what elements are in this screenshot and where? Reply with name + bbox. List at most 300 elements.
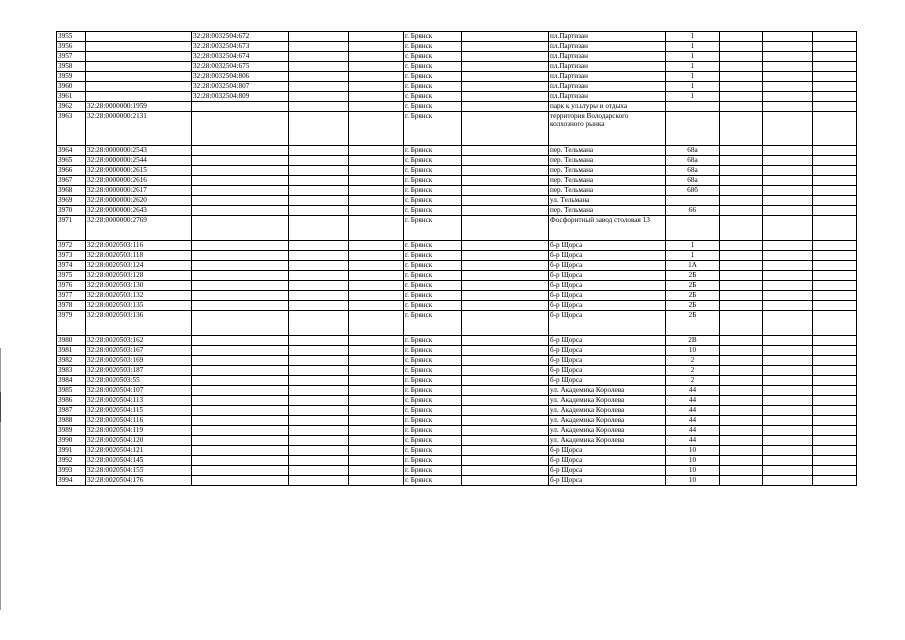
empty-cell — [462, 32, 549, 42]
empty-cell — [462, 206, 549, 216]
city-cell: г. Брянск — [404, 82, 462, 92]
empty-cell — [720, 386, 763, 396]
table-row — [57, 291, 857, 301]
cadastral-number-cell: 32:28:0020503:167 — [86, 346, 192, 356]
empty-cell — [462, 281, 549, 291]
street-cell: территория Володарского колхозного рынка — [549, 112, 666, 146]
city-cell: г. Брянск — [404, 186, 462, 196]
empty-cell — [349, 82, 404, 92]
empty-cell — [349, 52, 404, 62]
cadastral-number-alt-cell — [192, 156, 289, 166]
empty-cell — [763, 376, 813, 386]
cadastral-number-alt-cell — [192, 476, 289, 486]
empty-cell — [349, 291, 404, 301]
house-number-cell: 44 — [666, 396, 720, 406]
street-cell: б-р Щорса — [549, 241, 666, 251]
empty-cell — [763, 251, 813, 261]
city-cell: г. Брянск — [404, 166, 462, 176]
empty-cell — [813, 271, 857, 281]
street-cell: б-р Щорса — [549, 291, 666, 301]
empty-cell — [720, 251, 763, 261]
empty-cell — [462, 92, 549, 102]
cadastral-number-alt-cell — [192, 271, 289, 281]
cadastral-number-cell: 32:28:0020503:132 — [86, 291, 192, 301]
empty-cell — [813, 281, 857, 291]
empty-cell — [462, 196, 549, 206]
house-number-cell: 1 — [666, 52, 720, 62]
empty-cell — [763, 196, 813, 206]
empty-cell — [813, 146, 857, 156]
row-number: 3955 — [57, 32, 86, 42]
empty-cell — [763, 62, 813, 72]
row-number: 3991 — [57, 446, 86, 456]
street-cell: пер. Тельмана — [549, 156, 666, 166]
empty-cell — [289, 476, 349, 486]
empty-cell — [813, 112, 857, 146]
city-cell: г. Брянск — [404, 62, 462, 72]
cadastral-number-cell — [86, 32, 192, 42]
empty-cell — [763, 241, 813, 251]
empty-cell — [289, 261, 349, 271]
table-row — [57, 112, 857, 146]
empty-cell — [763, 206, 813, 216]
empty-cell — [763, 216, 813, 241]
empty-cell — [289, 301, 349, 311]
house-number-cell: 10 — [666, 476, 720, 486]
cadastral-number-cell — [86, 62, 192, 72]
empty-cell — [813, 82, 857, 92]
house-number-cell — [666, 112, 720, 146]
empty-cell — [462, 42, 549, 52]
street-cell: ул. Академика Королева — [549, 436, 666, 446]
empty-cell — [720, 396, 763, 406]
city-cell: г. Брянск — [404, 346, 462, 356]
city-cell: г. Брянск — [404, 386, 462, 396]
street-cell: ул. Академика Королева — [549, 426, 666, 436]
empty-cell — [349, 466, 404, 476]
cadastral-number-alt-cell: 32:28:0032504:673 — [192, 42, 289, 52]
empty-cell — [813, 301, 857, 311]
empty-cell — [349, 281, 404, 291]
empty-cell — [813, 416, 857, 426]
table-row — [57, 146, 857, 156]
empty-cell — [763, 466, 813, 476]
city-cell: г. Брянск — [404, 281, 462, 291]
cadastral-number-alt-cell — [192, 376, 289, 386]
city-cell: г. Брянск — [404, 241, 462, 251]
empty-cell — [813, 216, 857, 241]
empty-cell — [289, 146, 349, 156]
empty-cell — [349, 261, 404, 271]
empty-cell — [720, 476, 763, 486]
empty-cell — [349, 406, 404, 416]
empty-cell — [763, 261, 813, 271]
cadastral-number-alt-cell — [192, 176, 289, 186]
street-cell: пл.Партизан — [549, 32, 666, 42]
empty-cell — [763, 166, 813, 176]
cadastral-number-alt-cell — [192, 102, 289, 112]
empty-cell — [462, 476, 549, 486]
cadastral-number-cell: 32:28:0020503:118 — [86, 251, 192, 261]
empty-cell — [349, 311, 404, 336]
empty-cell — [763, 366, 813, 376]
street-cell: ул. Тельмана — [549, 196, 666, 206]
house-number-cell: 44 — [666, 416, 720, 426]
empty-cell — [349, 206, 404, 216]
empty-cell — [813, 102, 857, 112]
cadastral-number-cell: 32:28:0020504:116 — [86, 416, 192, 426]
empty-cell — [462, 261, 549, 271]
empty-cell — [349, 346, 404, 356]
empty-cell — [462, 166, 549, 176]
house-number-cell: 1 — [666, 92, 720, 102]
empty-cell — [763, 112, 813, 146]
empty-cell — [763, 416, 813, 426]
city-cell: г. Брянск — [404, 406, 462, 416]
empty-cell — [349, 376, 404, 386]
row-number: 3992 — [57, 456, 86, 466]
street-cell: б-р Щорса — [549, 446, 666, 456]
empty-cell — [462, 311, 549, 336]
cadastral-number-alt-cell — [192, 406, 289, 416]
empty-cell — [720, 102, 763, 112]
table-row — [57, 466, 857, 476]
empty-cell — [763, 386, 813, 396]
empty-cell — [289, 92, 349, 102]
empty-cell — [289, 376, 349, 386]
row-number: 3994 — [57, 476, 86, 486]
cadastral-number-alt-cell — [192, 426, 289, 436]
empty-cell — [349, 386, 404, 396]
city-cell: г. Брянск — [404, 291, 462, 301]
row-number: 3958 — [57, 62, 86, 72]
empty-cell — [720, 196, 763, 206]
empty-cell — [813, 166, 857, 176]
empty-cell — [813, 196, 857, 206]
empty-cell — [289, 251, 349, 261]
cadastral-number-alt-cell: 32:28:0032504:672 — [192, 32, 289, 42]
house-number-cell: 44 — [666, 436, 720, 446]
empty-cell — [763, 281, 813, 291]
empty-cell — [289, 426, 349, 436]
row-number: 3960 — [57, 82, 86, 92]
empty-cell — [813, 42, 857, 52]
empty-cell — [289, 82, 349, 92]
cadastral-number-cell — [86, 52, 192, 62]
table-row — [57, 476, 857, 486]
empty-cell — [462, 216, 549, 241]
table-row — [57, 446, 857, 456]
city-cell: г. Брянск — [404, 426, 462, 436]
house-number-cell: 2Б — [666, 271, 720, 281]
row-number: 3964 — [57, 146, 86, 156]
cadastral-number-cell — [86, 82, 192, 92]
cadastral-number-cell: 32:28:0020503:135 — [86, 301, 192, 311]
empty-cell — [289, 311, 349, 336]
house-number-cell: 1 — [666, 32, 720, 42]
cadastral-number-alt-cell — [192, 301, 289, 311]
city-cell: г. Брянск — [404, 206, 462, 216]
table-row — [57, 376, 857, 386]
table-row — [57, 281, 857, 291]
table-row — [57, 436, 857, 446]
row-number: 3988 — [57, 416, 86, 426]
street-cell: парк к ул.ьтуры и отдыха — [549, 102, 666, 112]
empty-cell — [349, 32, 404, 42]
row-number: 3961 — [57, 92, 86, 102]
house-number-cell: 66 — [666, 206, 720, 216]
table-row — [57, 366, 857, 376]
cadastral-number-alt-cell — [192, 311, 289, 336]
cadastral-number-cell: 32:28:0020503:124 — [86, 261, 192, 271]
street-cell: Фосфоритный завод столовая 13 — [549, 216, 666, 241]
row-number: 3967 — [57, 176, 86, 186]
empty-cell — [289, 336, 349, 346]
empty-cell — [813, 346, 857, 356]
cadastral-number-alt-cell — [192, 112, 289, 146]
row-number: 3966 — [57, 166, 86, 176]
empty-cell — [763, 82, 813, 92]
empty-cell — [720, 261, 763, 271]
row-number: 3977 — [57, 291, 86, 301]
city-cell: г. Брянск — [404, 176, 462, 186]
empty-cell — [763, 32, 813, 42]
table-row — [57, 386, 857, 396]
row-number: 3959 — [57, 72, 86, 82]
table-row — [57, 52, 857, 62]
row-number: 3985 — [57, 386, 86, 396]
empty-cell — [349, 456, 404, 466]
row-number: 3987 — [57, 406, 86, 416]
street-cell: ул. Академика Королева — [549, 406, 666, 416]
empty-cell — [720, 366, 763, 376]
empty-cell — [349, 396, 404, 406]
empty-cell — [720, 82, 763, 92]
cadastral-number-alt-cell — [192, 436, 289, 446]
scan-edge-mark — [0, 392, 1, 422]
street-cell: б-р Щорса — [549, 376, 666, 386]
empty-cell — [813, 446, 857, 456]
empty-cell — [349, 241, 404, 251]
city-cell: г. Брянск — [404, 102, 462, 112]
empty-cell — [813, 206, 857, 216]
empty-cell — [763, 72, 813, 82]
street-cell: пл.Партизан — [549, 62, 666, 72]
empty-cell — [813, 466, 857, 476]
house-number-cell: 2 — [666, 366, 720, 376]
empty-cell — [462, 62, 549, 72]
empty-cell — [763, 291, 813, 301]
empty-cell — [813, 376, 857, 386]
empty-cell — [763, 346, 813, 356]
empty-cell — [720, 281, 763, 291]
table-row — [57, 301, 857, 311]
empty-cell — [720, 241, 763, 251]
empty-cell — [349, 446, 404, 456]
empty-cell — [289, 366, 349, 376]
street-cell: пер. Тельмана — [549, 146, 666, 156]
house-number-cell: 1 — [666, 82, 720, 92]
cadastral-number-alt-cell — [192, 281, 289, 291]
house-number-cell: 68а — [666, 166, 720, 176]
empty-cell — [763, 156, 813, 166]
cadastral-number-alt-cell: 32:28:0032504:809 — [192, 92, 289, 102]
empty-cell — [289, 466, 349, 476]
empty-cell — [462, 426, 549, 436]
empty-cell — [462, 241, 549, 251]
empty-cell — [720, 216, 763, 241]
empty-cell — [349, 146, 404, 156]
row-number: 3963 — [57, 112, 86, 146]
house-number-cell: 2В — [666, 336, 720, 346]
empty-cell — [763, 42, 813, 52]
empty-cell — [813, 356, 857, 366]
house-number-cell: 1 — [666, 241, 720, 251]
table-row — [57, 456, 857, 466]
cadastral-number-alt-cell — [192, 291, 289, 301]
row-number: 3972 — [57, 241, 86, 251]
table-row — [57, 271, 857, 281]
empty-cell — [763, 146, 813, 156]
empty-cell — [720, 62, 763, 72]
empty-cell — [462, 186, 549, 196]
empty-cell — [289, 156, 349, 166]
empty-cell — [349, 336, 404, 346]
city-cell: г. Брянск — [404, 376, 462, 386]
empty-cell — [720, 436, 763, 446]
row-number: 3982 — [57, 356, 86, 366]
empty-cell — [462, 376, 549, 386]
house-number-cell: 1 — [666, 251, 720, 261]
empty-cell — [813, 72, 857, 82]
empty-cell — [462, 406, 549, 416]
street-cell: б-р Щорса — [549, 301, 666, 311]
empty-cell — [720, 146, 763, 156]
table-row — [57, 416, 857, 426]
table-row — [57, 92, 857, 102]
empty-cell — [813, 406, 857, 416]
cadastral-number-cell: 32:28:0000000:1959 — [86, 102, 192, 112]
cadastral-number-alt-cell — [192, 336, 289, 346]
empty-cell — [763, 446, 813, 456]
table-row — [57, 196, 857, 206]
empty-cell — [289, 206, 349, 216]
empty-cell — [813, 261, 857, 271]
empty-cell — [763, 476, 813, 486]
cadastral-number-cell: 32:28:0000000:2544 — [86, 156, 192, 166]
cadastral-number-alt-cell — [192, 366, 289, 376]
empty-cell — [289, 436, 349, 446]
empty-cell — [720, 112, 763, 146]
city-cell: г. Брянск — [404, 146, 462, 156]
cadastral-number-cell: 32:28:0020503:55 — [86, 376, 192, 386]
table-row — [57, 336, 857, 346]
table-row — [57, 156, 857, 166]
cadastral-number-cell — [86, 92, 192, 102]
house-number-cell: 1 — [666, 72, 720, 82]
empty-cell — [462, 156, 549, 166]
empty-cell — [720, 426, 763, 436]
house-number-cell: 10 — [666, 456, 720, 466]
empty-cell — [349, 196, 404, 206]
empty-cell — [289, 346, 349, 356]
empty-cell — [462, 52, 549, 62]
row-number: 3981 — [57, 346, 86, 356]
cadastral-number-cell: 32:28:0020503:187 — [86, 366, 192, 376]
empty-cell — [763, 102, 813, 112]
empty-cell — [349, 251, 404, 261]
row-number: 3989 — [57, 426, 86, 436]
empty-cell — [462, 301, 549, 311]
city-cell: г. Брянск — [404, 271, 462, 281]
empty-cell — [349, 476, 404, 486]
empty-cell — [349, 356, 404, 366]
cadastral-number-alt-cell — [192, 196, 289, 206]
empty-cell — [763, 456, 813, 466]
row-number: 3983 — [57, 366, 86, 376]
empty-cell — [462, 356, 549, 366]
house-number-cell: 44 — [666, 386, 720, 396]
table-row — [57, 176, 857, 186]
house-number-cell: 10 — [666, 466, 720, 476]
table-row — [57, 206, 857, 216]
city-cell: г. Брянск — [404, 72, 462, 82]
empty-cell — [763, 396, 813, 406]
street-cell: ул. Академика Королева — [549, 416, 666, 426]
empty-cell — [289, 52, 349, 62]
cadastral-number-cell: 32:28:0020504:176 — [86, 476, 192, 486]
empty-cell — [462, 176, 549, 186]
city-cell: г. Брянск — [404, 416, 462, 426]
empty-cell — [720, 346, 763, 356]
city-cell: г. Брянск — [404, 156, 462, 166]
empty-cell — [813, 52, 857, 62]
empty-cell — [462, 466, 549, 476]
empty-cell — [763, 186, 813, 196]
cadastral-number-alt-cell — [192, 146, 289, 156]
house-number-cell: 2Б — [666, 301, 720, 311]
house-number-cell: 1 — [666, 62, 720, 72]
row-number: 3956 — [57, 42, 86, 52]
cadastral-number-cell: 32:28:0020504:107 — [86, 386, 192, 396]
row-number: 3969 — [57, 196, 86, 206]
empty-cell — [763, 301, 813, 311]
table-row — [57, 311, 857, 336]
house-number-cell: 10 — [666, 346, 720, 356]
empty-cell — [462, 146, 549, 156]
street-cell: пер. Тельмана — [549, 186, 666, 196]
empty-cell — [763, 426, 813, 436]
row-number: 3973 — [57, 251, 86, 261]
empty-cell — [289, 102, 349, 112]
table-row — [57, 426, 857, 436]
empty-cell — [349, 176, 404, 186]
street-cell: б-р Щорса — [549, 251, 666, 261]
cadastral-number-cell: 32:28:0020504:115 — [86, 406, 192, 416]
empty-cell — [462, 72, 549, 82]
empty-cell — [763, 92, 813, 102]
table-row — [57, 346, 857, 356]
empty-cell — [289, 72, 349, 82]
street-cell: пл.Партизан — [549, 52, 666, 62]
city-cell: г. Брянск — [404, 301, 462, 311]
empty-cell — [349, 366, 404, 376]
empty-cell — [720, 156, 763, 166]
street-cell: б-р Щорса — [549, 456, 666, 466]
row-number: 3974 — [57, 261, 86, 271]
house-number-cell: 44 — [666, 426, 720, 436]
empty-cell — [813, 291, 857, 301]
